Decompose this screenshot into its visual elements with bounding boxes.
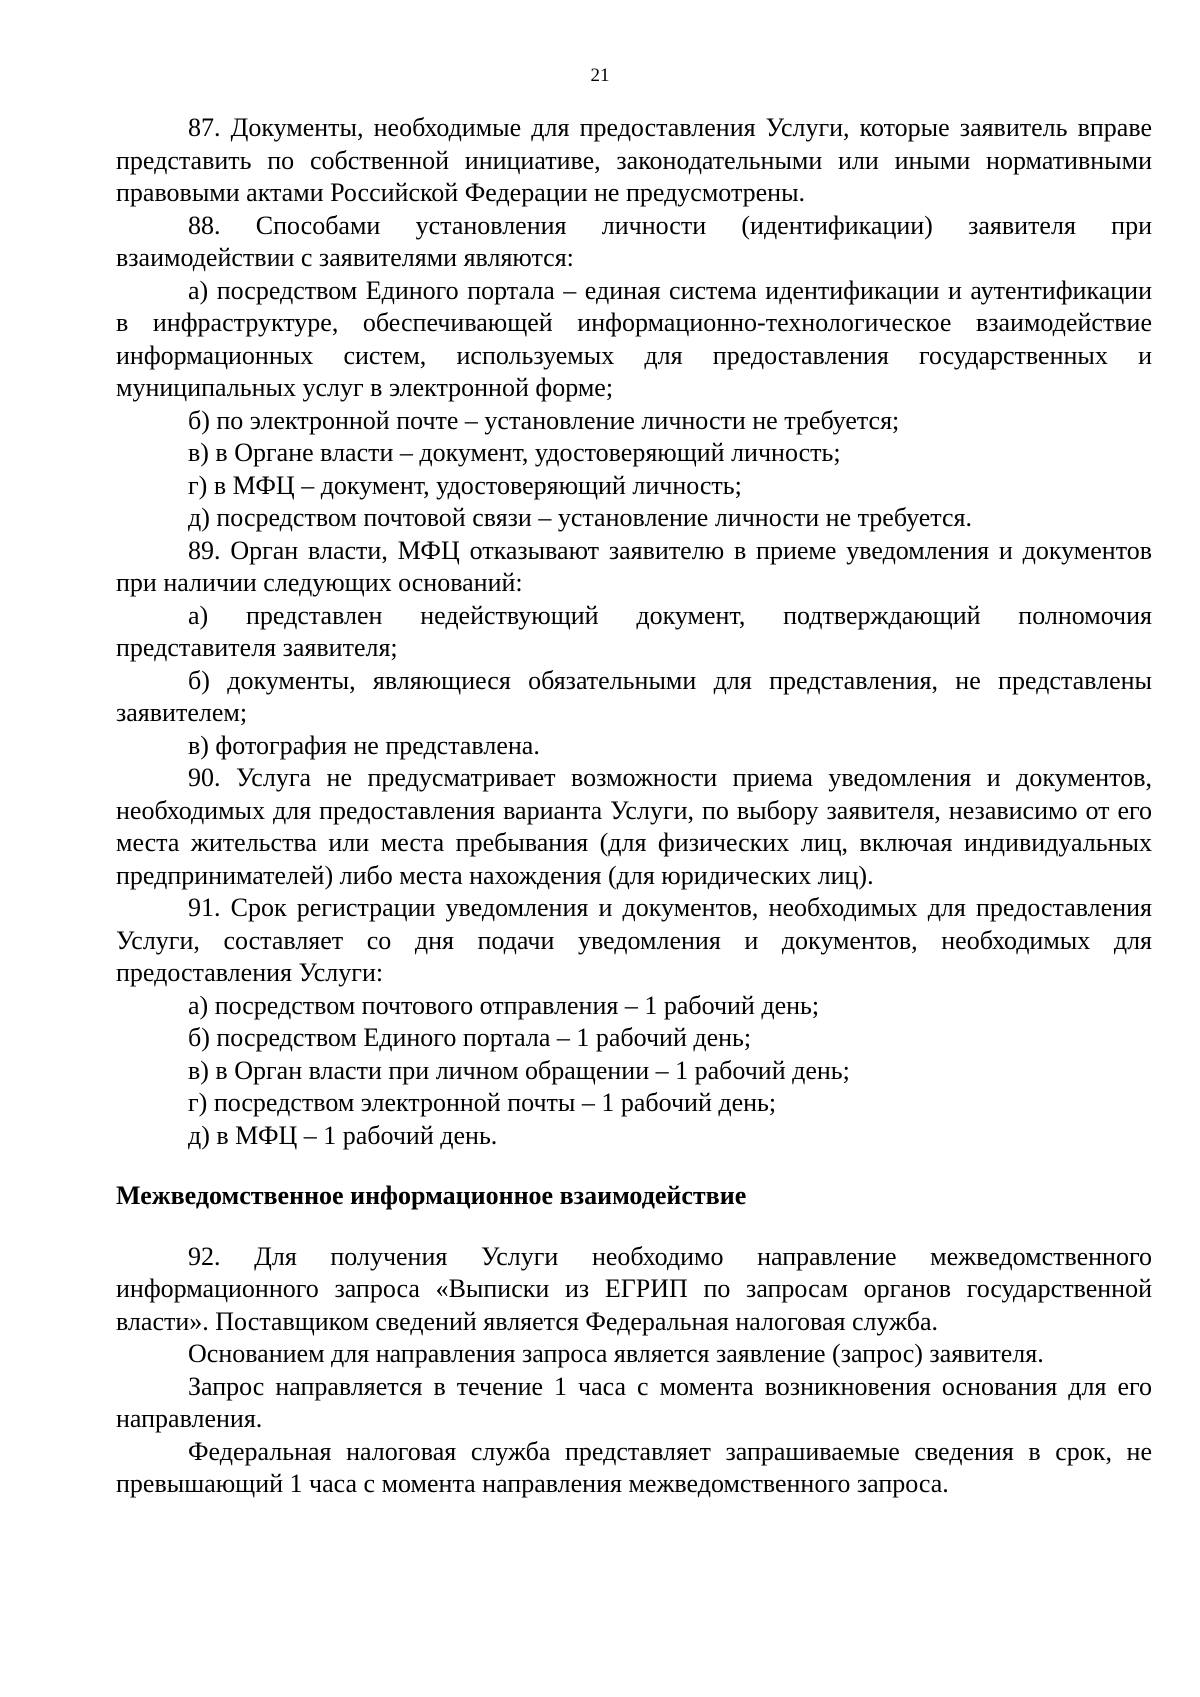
paragraph-90: 90. Услуга не предусматривает возможности приема уведомления и документов, необходимых для предоставления варианта Услуги, по выбору заявителя, независимо от его места жительства или места пребывания (для физических лиц, включая индивидуальных предпринимателей) либо места нахождения (для юридических лиц). bbox=[116, 763, 1152, 890]
paragraph-92-timing: Запрос направляется в течение 1 часа с момента возникновения основания для его направления. bbox=[116, 1371, 1152, 1433]
paragraph-91-a: а) посредством почтового отправления – 1 рабочий день; bbox=[188, 990, 820, 1020]
paragraph-89: 89. Орган власти, МФЦ отказывают заявителю в приеме уведомления и документов при наличии следующих оснований: bbox=[116, 535, 1152, 597]
paragraph-91-g: г) посредством электронной почты – 1 рабочий день; bbox=[188, 1088, 777, 1117]
paragraph-88-b: б) по электронной почте – установление личности не требуется; bbox=[188, 405, 900, 435]
paragraph-88-v: в) в Органе власти – документ, удостоверяющий личность; bbox=[188, 438, 841, 467]
paragraph-91: 91. Срок регистрации уведомления и документов, необходимых для предоставления Услуги, составляет со дня подачи уведомления и документов, необходимых для предоставления Услуги: bbox=[116, 893, 1152, 987]
paragraph-88: 88. Способами установления личности (идентификации) заявителя при взаимодействии с заявителями являются: bbox=[116, 210, 1152, 272]
page-number: 21 bbox=[590, 65, 610, 86]
paragraph-87: 87. Документы, необходимые для предоставления Услуги, которые заявитель вправе представить по собственной инициативе, законодательными или иными нормативными правовыми актами Российской Федерации не предусмотрены. bbox=[116, 113, 1152, 207]
paragraph-91-v: в) в Орган власти при личном обращении – 1 рабочий день; bbox=[188, 1055, 850, 1085]
paragraph-92: 92. Для получения Услуги необходимо направление межведомственного информационного запроса «Выписки из ЕГРИП по запросам органов государственной власти». Поставщиком сведений является Федеральная налоговая служба. bbox=[116, 1241, 1152, 1336]
paragraph-89-a: а) представлен недействующий документ, подтверждающий полномочия представителя заявителя; bbox=[116, 600, 1152, 662]
paragraph-88-g: г) в МФЦ – документ, удостоверяющий личность; bbox=[188, 470, 742, 500]
paragraph-88-d: д) посредством почтовой связи – установление личности не требуется. bbox=[188, 503, 972, 532]
paragraph-91-d: д) в МФЦ – 1 рабочий день. bbox=[188, 1120, 498, 1150]
paragraph-92-response: Федеральная налоговая служба представляет запрашиваемые сведения в срок, не превышающий 1 часа с момента направления межведомственного запроса. bbox=[116, 1436, 1152, 1498]
paragraph-88-a: а) посредством Единого портала – единая система идентификации и аутентификации в инфраструктуре, обеспечивающей информационно-технологическое взаимодействие информационных систем, используемых для предоставления государственных и муниципальных услуг в электронной форме; bbox=[116, 275, 1152, 402]
paragraph-89-b: б) документы, являющиеся обязательными для представления, не представлены заявителем; bbox=[116, 665, 1152, 727]
document-body bbox=[116, 112, 1152, 1501]
paragraph-89-v: в) фотография не представлена. bbox=[188, 730, 540, 760]
section-heading: Межведомственное информационное взаимодействие bbox=[116, 1181, 747, 1210]
paragraph-92-basis: Основанием для направления запроса является заявление (запрос) заявителя. bbox=[188, 1339, 1044, 1368]
paragraph-91-b: б) посредством Единого портала – 1 рабочий день; bbox=[188, 1023, 752, 1052]
